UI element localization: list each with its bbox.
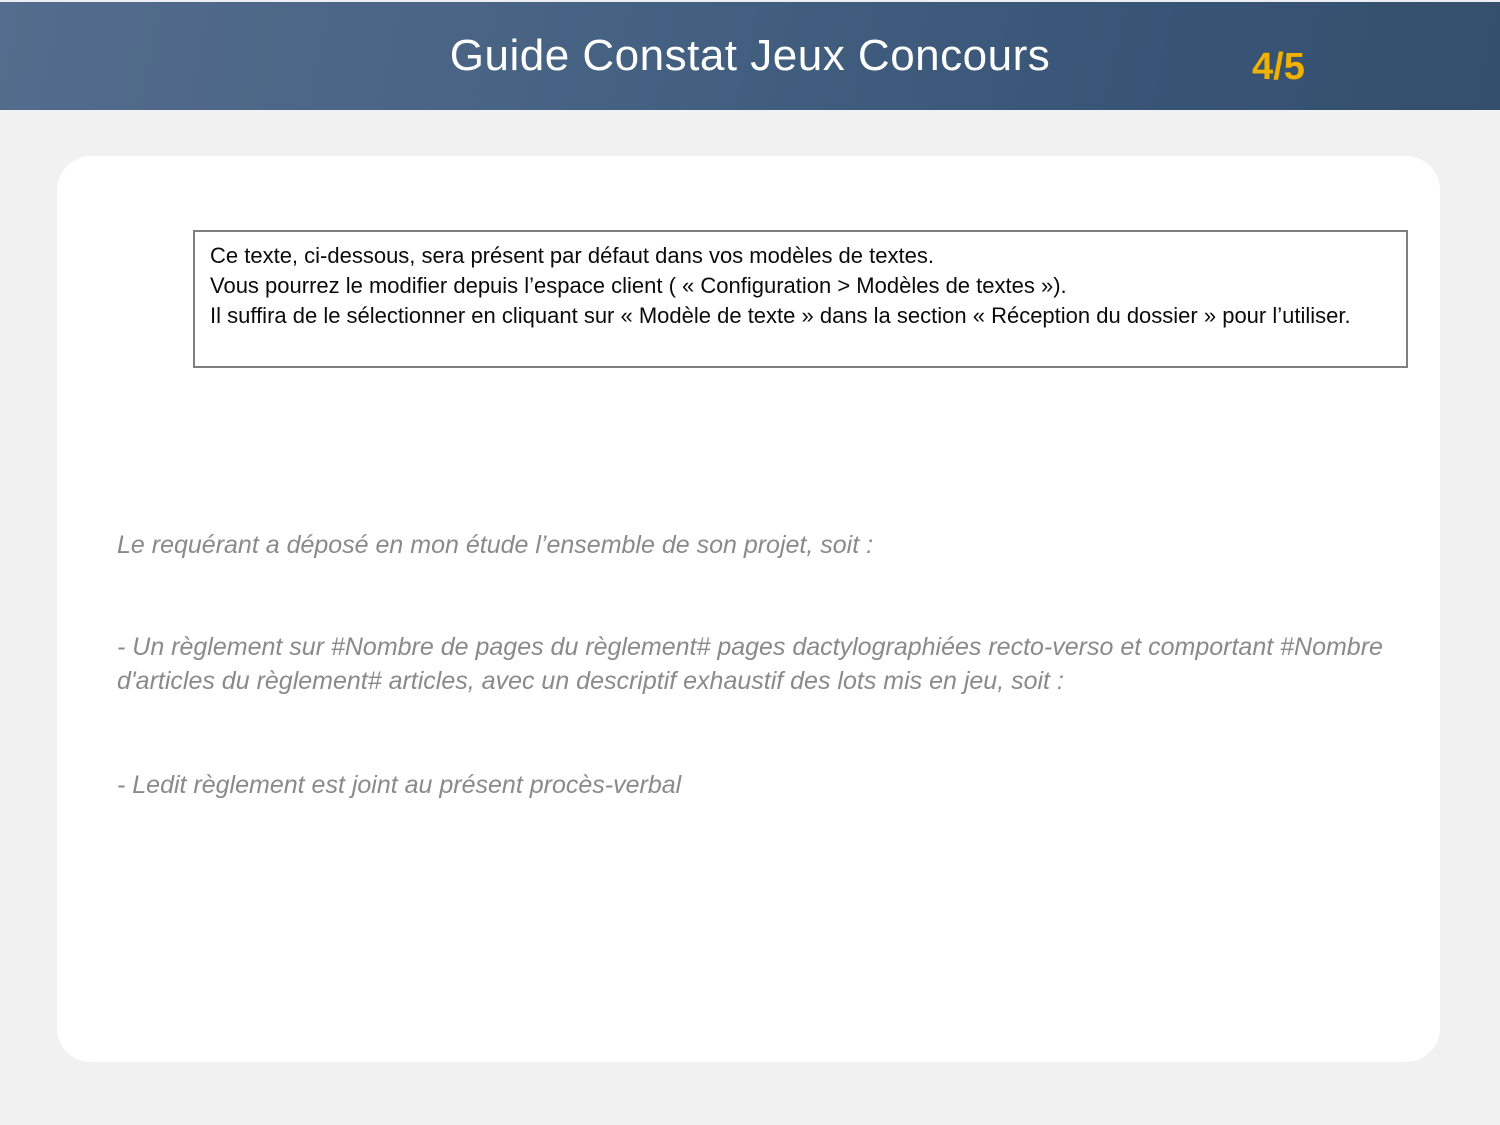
template-paragraph: Le requérant a déposé en mon étude l’ensemble de son projet, soit : (117, 531, 874, 559)
page-number-indicator: 4/5 (1252, 46, 1305, 88)
info-note-box (193, 230, 1408, 368)
content-card (57, 156, 1440, 1062)
info-note-line: Il suffira de le sélectionner en cliquant sur « Modèle de texte » dans la section « Réception du dossier » pour l’utiliser. (210, 303, 1351, 328)
template-paragraph: - Un règlement sur #Nombre de pages du règlement# pages dactylographiées recto-verso et comportant #Nombre d'articles du règlement# articles, avec un descriptif exhaustif des lots mis en jeu, soit : (117, 633, 1383, 695)
slide-header-bar (0, 2, 1500, 110)
page-title: Guide Constat Jeux Concours (449, 31, 1051, 80)
info-note-line: Vous pourrez le modifier depuis l’espace client ( « Configuration > Modèles de textes »). (210, 273, 1067, 298)
info-note-line: Ce texte, ci-dessous, sera présent par défaut dans vos modèles de textes. (210, 243, 934, 268)
template-paragraph: - Ledit règlement est joint au présent procès-verbal (117, 771, 682, 799)
